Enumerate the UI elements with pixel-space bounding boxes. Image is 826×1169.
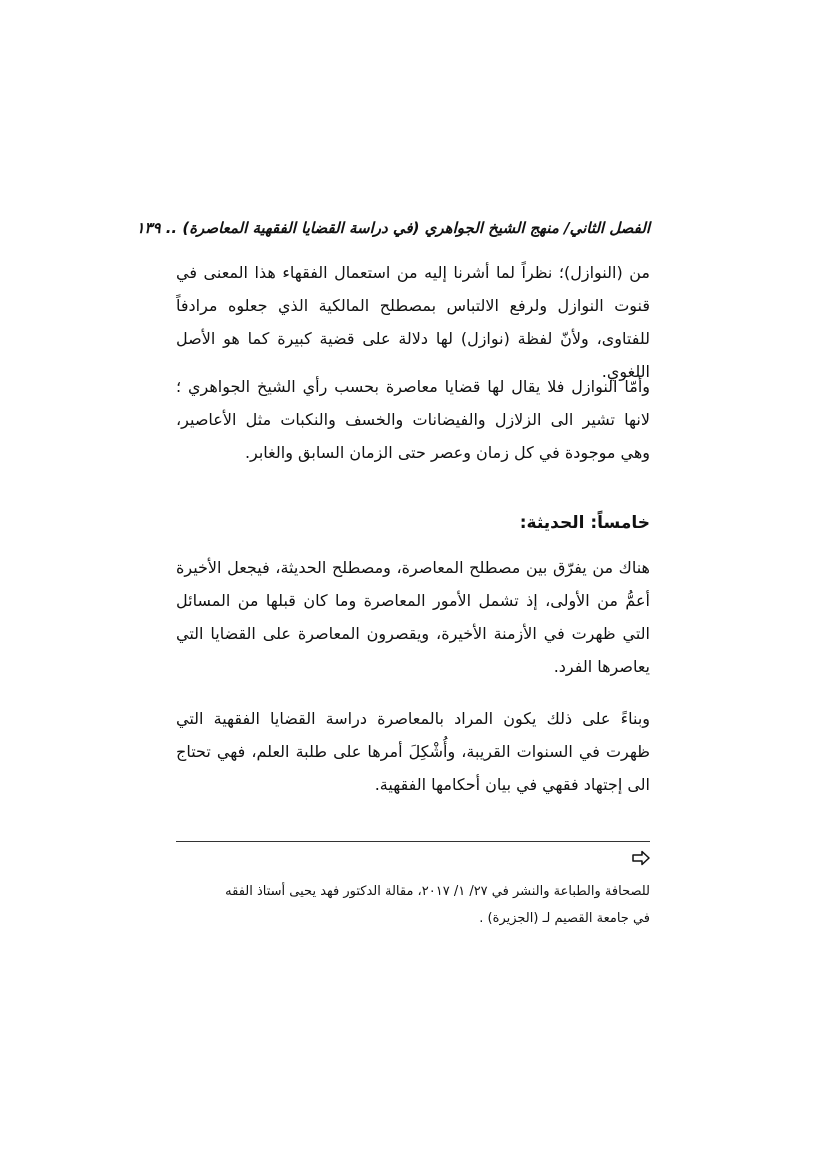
paragraph-4-container	[176, 702, 650, 801]
footnote-line-2: في جامعة القصيم لـ (الجزيرة) .	[479, 911, 650, 926]
paragraph-1-container	[176, 256, 650, 388]
continuation-arrow-icon	[631, 850, 651, 866]
paragraph-2-container	[176, 370, 650, 469]
footnote-line-1: للصحافة والطباعة والنشر في ٢٧/ ١/ ٢٠١٧، مقالة الدكتور فهد يحيى أستاذ الفقه	[225, 884, 650, 899]
running-header: الفصل الثاني/ منهج الشيخ الجواهري (في دراسة القضايا الفقهية المعاصرة) .. ١٣٩	[136, 219, 650, 237]
section-heading: خامساً: الحديثة:	[519, 513, 650, 533]
paragraph-3-container	[176, 551, 650, 683]
footnote	[176, 878, 650, 932]
footnote-divider	[176, 841, 650, 842]
paragraph-1: من (النوازل)؛ نظراً لما أشرنا إليه من استعمال الفقهاء هذا المعنى في قنوت النوازل ولرفع الالتباس بمصطلح المالكية الذي جعلوه مرادفاً للفتاوى، ولأنّ لفظة (نوازل) لها دلالة على قضية كبيرة كما هو الأصل اللغوي.	[176, 263, 650, 381]
paragraph-3: هناك من يفرّق بين مصطلح المعاصرة، ومصطلح الحديثة، فيجعل الأخيرة أعمُّ من الأولى، إذ تشمل الأمور المعاصرة وما كان قبلها من المسائل التي ظهرت في الأزمنة الأخيرة، ويقصرون المعاصرة على القضايا التي يعاصرها الفرد.	[176, 558, 650, 676]
paragraph-2: وأمّا النوازل فلا يقال لها قضايا معاصرة بحسب رأي الشيخ الجواهري ؛ لانها تشير الى الزلازل والفيضانات والخسف والنكبات مثل الأعاصير، وهي موجودة في كل زمان وعصر حتى الزمان السابق والغابر.	[176, 377, 650, 462]
paragraph-4: وبناءً على ذلك يكون المراد بالمعاصرة دراسة القضايا الفقهية التي ظهرت في السنوات القريبة، وأُشْكِلَ أمرها على طلبة العلم، فهي تحتاج الى إجتهاد فقهي في بيان أحكامها الفقهية.	[176, 709, 650, 794]
